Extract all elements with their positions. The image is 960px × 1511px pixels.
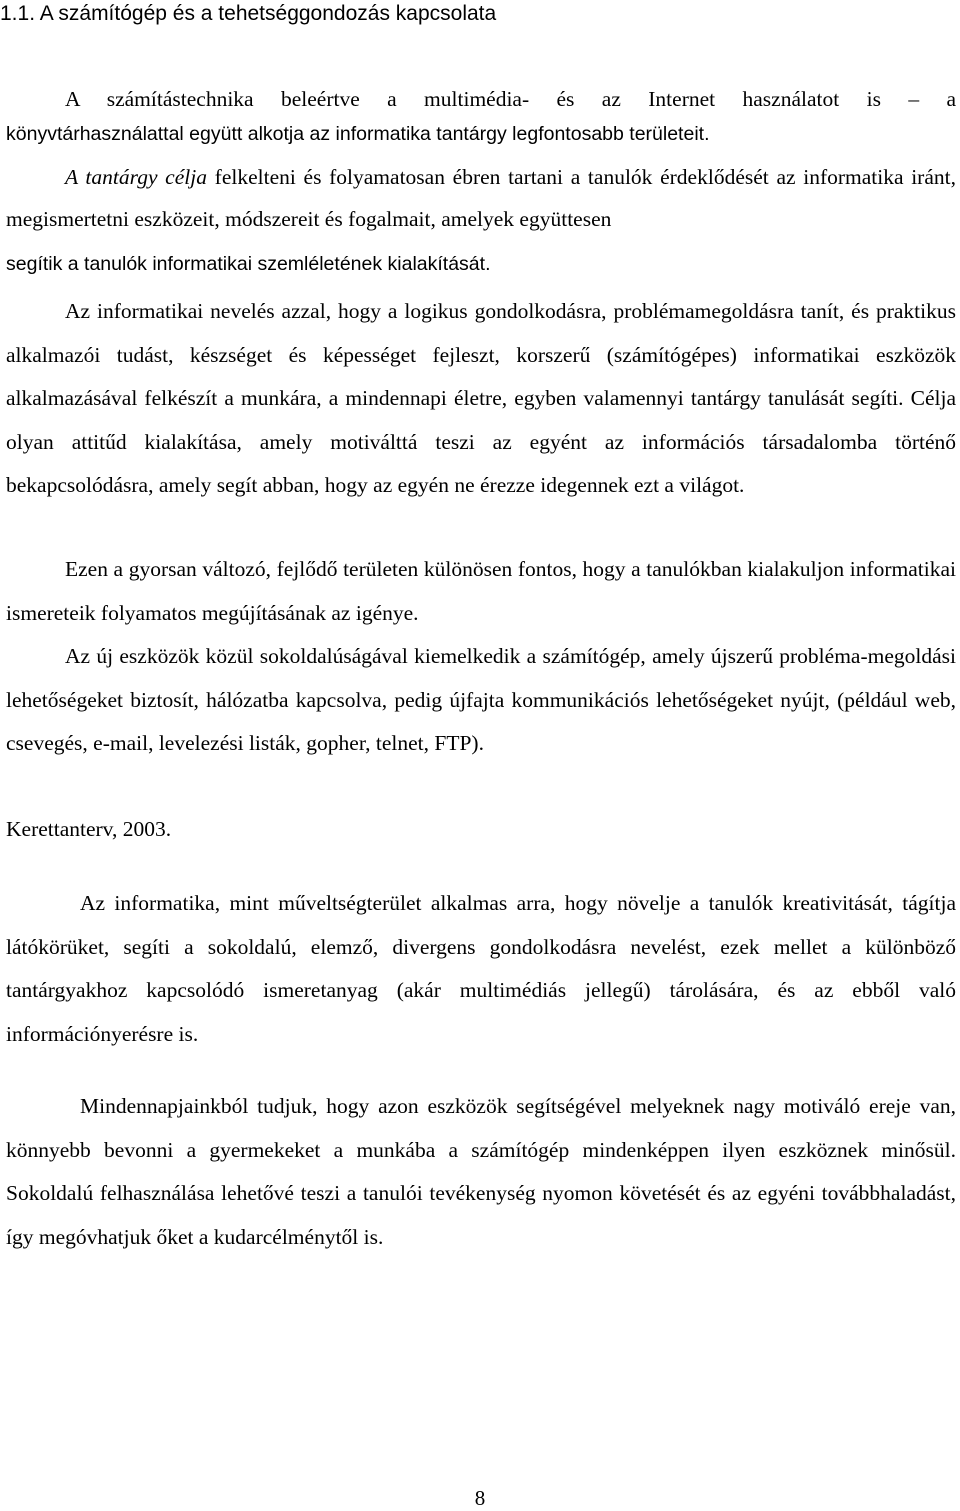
paragraph-5: Az új eszközök közül sokoldalúságával kiemelkedik a számítógép, amely újszerű probléma-megoldási lehetőségeket biztosít, hálózatba kapcsolva, pedig újfajta kommunikációs lehetőségeket nyújt, (például web, csevegés, e-mail, levelezési listák, gopher, telnet, FTP). bbox=[6, 644, 956, 755]
emphasis-text: A tantárgy célja bbox=[65, 165, 207, 189]
paragraph-3: Az informatikai nevelés azzal, hogy a logikus gondolkodásra, problémamegoldásra tanít, és praktikus alkalmazói tudást, készséget és képességet fejleszt, korszerű (számítógépes) informatikai eszközök alkalmazásával felkészít a munkára, a mindennapi életre, egyben valamennyi tantárgy tanulását segíti. Célja olyan attitűd kialakítása, amely motiválttá teszi az egyént az információs társadalomba történő bekapcsolódásra, amely segít abban, hogy az egyén ne érezze idegennek ezt a világot. bbox=[6, 299, 956, 497]
paragraph-4: Ezen a gyorsan változó, fejlődő területen különösen fontos, hogy a tanulókban kialakuljon informatikai ismereteik folyamatos megújításának az igénye. bbox=[6, 557, 956, 625]
section-heading: 1.1. A számítógép és a tehetséggondozás kapcsolata bbox=[0, 2, 497, 25]
paragraph-2 bbox=[6, 156, 956, 240]
paragraph-1-line-2: könyvtárhasználattal együtt alkotja az informatika tantárgy legfontosabb területeit. bbox=[6, 123, 710, 145]
source-citation: Kerettanterv, 2003. bbox=[6, 817, 172, 841]
paragraph-6: Az informatika, mint műveltségterület alkalmas arra, hogy növelje a tanulók kreativitását, tágítja látókörüket, segíti a sokoldalú, elemző, divergens gondolkodásra nevelést, ezek mellet a különböző tantárgyakhoz kapcsolódó ismeretanyag (akár multimédiás jellegű) tárolására, és az ebből való információnyerésre is. bbox=[6, 891, 956, 1046]
paragraph-2-last-line: segítik a tanulók informatikai szemléletének kialakítását. bbox=[6, 253, 491, 275]
page-number: 8 bbox=[474, 1486, 486, 1510]
paragraph-7: Mindennapjainkból tudjuk, hogy azon eszközök segítségével melyeknek nagy motiváló ereje van, könnyebb bevonni a gyermekeket a munkába a számítógép mindenképpen ilyen eszköznek minősül. Sokoldalú felhasználása lehetővé teszi a tanulói tevékenység nyomon követését és az egyéni továbbhaladást, így megóvhatjuk őket a kudarcélménytől is. bbox=[6, 1094, 956, 1249]
paragraph-1-line-1: A számítástechnika beleértve a multimédia- és az Internet használatot is – a bbox=[65, 87, 956, 111]
paragraph-2-text: felkelteni és folyamatosan ébren tartani a tanulók érdeklődését az informatika iránt, megismertetni eszközeit, módszereit és fogalmait, amelyek együttesen bbox=[6, 165, 956, 231]
